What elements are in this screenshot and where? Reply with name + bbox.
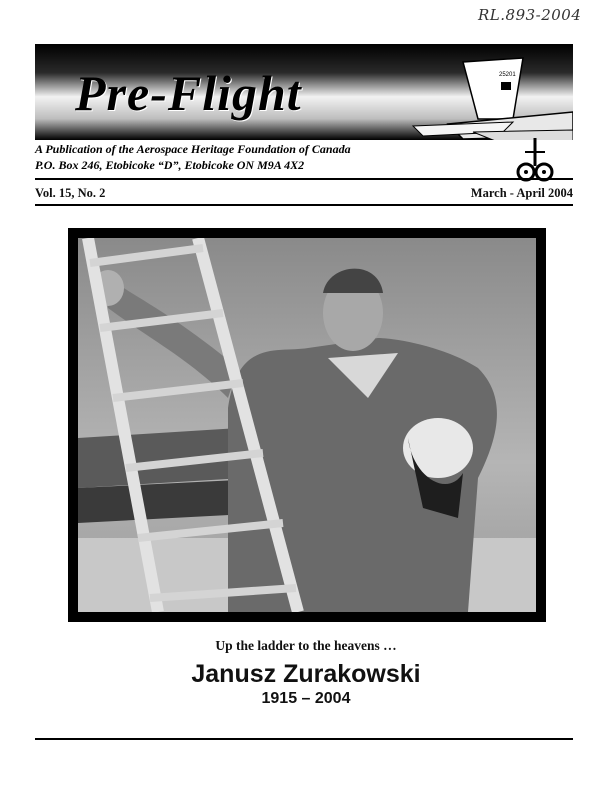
issue-volume: Vol. 15, No. 2 (35, 186, 106, 200)
arrow-jet-illustration (353, 44, 573, 140)
footer-rule (35, 738, 573, 740)
header-rule-bottom (35, 204, 573, 206)
cover-years: 1915 – 2004 (261, 690, 351, 707)
aircraft-serial: 25201 (499, 72, 516, 78)
landing-gear-illustration (510, 138, 560, 182)
header-rule-top (35, 178, 573, 180)
cover-caption: Up the ladder to the heavens … (215, 638, 397, 653)
handwritten-annotation: RL.893-2004 (478, 6, 582, 24)
issue-date: March - April 2004 (470, 186, 573, 200)
publication-line: A Publication of the Aerospace Heritage Foundation of Canada (35, 142, 351, 156)
masthead-banner (35, 44, 573, 140)
publication-address: P.O. Box 246, Etobicoke “D”, Etobicoke ON M9A 4X2 (35, 158, 305, 172)
masthead-title: Pre-Flight (75, 65, 302, 121)
cover-name: Janusz Zurakowski (191, 660, 421, 688)
cover-photo (78, 238, 536, 612)
cover-photo-frame (68, 228, 546, 622)
